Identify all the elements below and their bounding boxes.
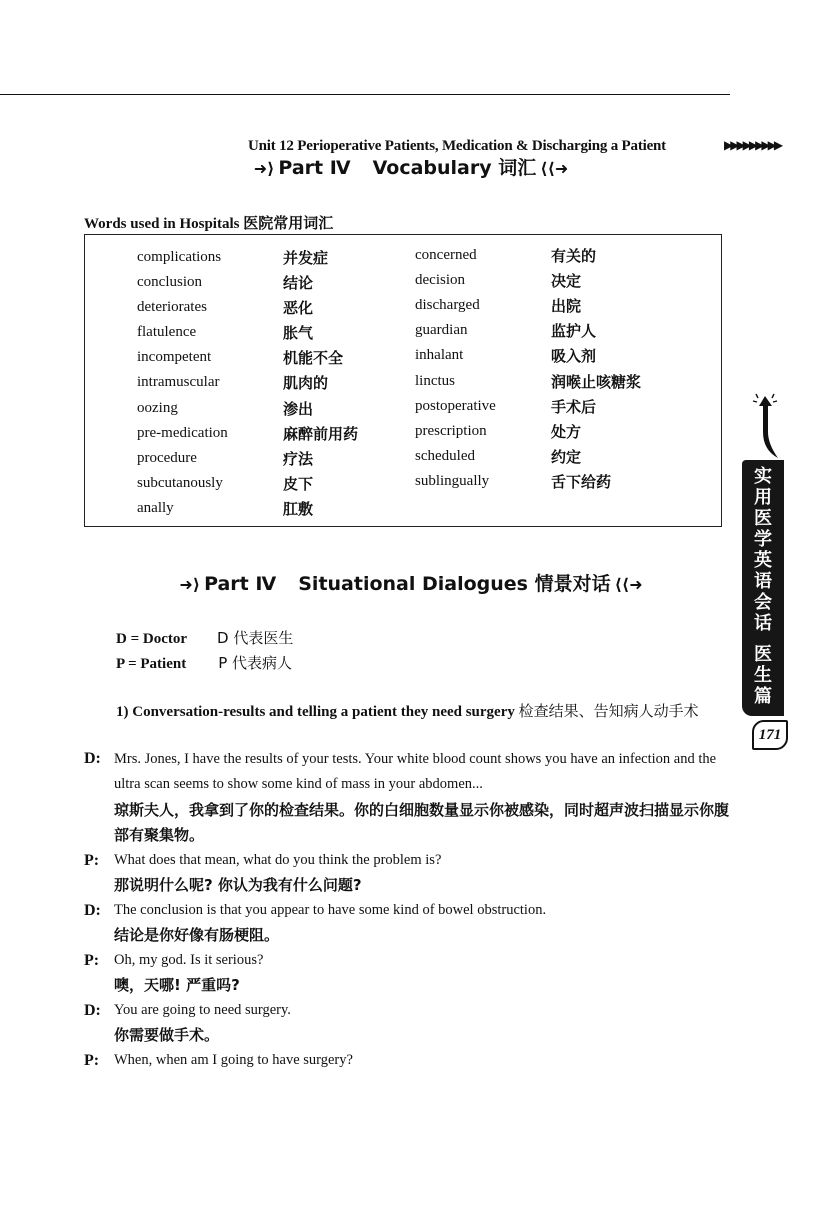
abbreviation-doctor: D = Doctor D 代表医生 [116, 629, 294, 647]
vocab-en: conclusion [137, 274, 202, 290]
speaker-label: D: [84, 750, 101, 767]
vocab-zh: 皮下 [283, 475, 314, 493]
vocab-zh: 机能不全 [283, 349, 344, 367]
vocab-en: sublingually [415, 473, 490, 489]
dialogue-english: Mrs. Jones, I have the results of your tests. Your white blood count shows you have an infection and the ultra scan seems to show some kind of mass in your abdomen... [114, 751, 717, 792]
vocab-zh: 监护人 [551, 322, 597, 340]
part-vocabulary-title: ➜⟩ Part Ⅳ Vocabulary 词汇 ⟨⟨➜ [253, 157, 569, 179]
speaker-label: D: [84, 902, 101, 919]
vocab-en: discharged [415, 297, 480, 313]
vocab-zh: 处方 [551, 423, 582, 441]
speaker-label: P: [84, 1052, 100, 1069]
dialogue-chinese: 结论是你好像有肠梗阻。 [114, 926, 280, 944]
vocab-zh: 手术后 [551, 398, 597, 416]
vocab-zh: 出院 [551, 297, 582, 315]
vocab-zh: 舌下给药 [551, 473, 612, 491]
speaker-label: P: [84, 952, 100, 969]
vocab-en: inhalant [415, 347, 464, 363]
sidebar-title [744, 466, 782, 707]
vocab-en: complications [137, 249, 222, 265]
vocab-en: prescription [415, 423, 487, 439]
dialogue-chinese: 噢，天哪! 严重吗? [114, 976, 240, 994]
vocab-en: incompetent [137, 349, 212, 365]
speaker-label: D: [84, 1002, 101, 1019]
dialogue-chinese: 那说明什么呢? 你认为我有什么问题? [114, 876, 362, 894]
vocab-en: intramuscular [137, 374, 220, 390]
vocab-zh: 渗出 [283, 400, 314, 418]
vocab-en: decision [415, 272, 465, 288]
dialogue-english: What does that mean, what do you think the problem is? [114, 852, 442, 868]
vocab-en: flatulence [137, 324, 197, 340]
vocab-zh: 约定 [551, 448, 582, 466]
vocab-en: concerned [415, 247, 477, 263]
page-number: 171 [752, 720, 788, 750]
vocab-en: scheduled [415, 448, 475, 464]
dialogue-chinese: 琼斯夫人，我拿到了你的检查结果。你的白细胞数量显示你被感染，同时超声波扫描显示你腹部有聚集物。 [114, 801, 730, 844]
sidebar-line-1: 实用医学英语会话 [754, 466, 772, 634]
sidebar-line-2: 医生篇 [754, 644, 772, 707]
header-title: Unit 12 Perioperative Patients, Medication & Discharging a Patient [248, 138, 666, 154]
vocab-zh: 并发症 [283, 249, 329, 267]
vocab-zh: 决定 [551, 272, 582, 290]
part-dialogues-title: ➜⟩ Part Ⅳ Situational Dialogues 情景对话 ⟨⟨➜ [179, 573, 643, 595]
vocab-en: procedure [137, 450, 197, 466]
vocab-zh: 胀气 [283, 324, 314, 342]
dialogue-english: Oh, my god. Is it serious? [114, 952, 264, 968]
vocabulary-table [84, 234, 722, 527]
conversation-title: 1) Conversation-results and telling a patient they need surgery 检查结果、告知病人动手术 [116, 702, 699, 720]
vocab-en: anally [137, 500, 174, 516]
vocab-en: guardian [415, 322, 468, 338]
dialogue-english: The conclusion is that you appear to have some kind of bowel obstruction. [114, 902, 547, 918]
vocab-en: deteriorates [137, 299, 207, 315]
dialogue-chinese: 你需要做手术。 [114, 1026, 220, 1044]
dialogue-english: When, when am I going to have surgery? [114, 1052, 353, 1068]
vocab-en: linctus [415, 373, 455, 389]
vocab-zh: 吸入剂 [551, 347, 597, 365]
vocab-zh: 肛敷 [283, 500, 314, 518]
header-rule [0, 94, 730, 95]
abbreviation-patient: P = Patient P 代表病人 [116, 654, 293, 672]
curved-arrow-icon [748, 392, 782, 462]
speaker-label: P: [84, 852, 100, 869]
vocab-zh: 恶化 [283, 299, 314, 317]
header-arrows: ▶▶▶▶▶▶▶▶▶ [724, 138, 781, 152]
vocab-zh: 润喉止咳糖浆 [551, 373, 642, 391]
vocab-zh: 有关的 [551, 247, 597, 265]
words-section-label: Words used in Hospitals 医院常用词汇 [84, 216, 334, 232]
vocab-en: pre-medication [137, 425, 228, 441]
vocab-zh: 结论 [283, 274, 314, 292]
vocab-zh: 麻醉前用药 [283, 425, 359, 443]
vocab-zh: 肌肉的 [283, 374, 329, 392]
vocab-en: oozing [137, 400, 178, 416]
vocab-en: subcutanously [137, 475, 223, 491]
vocab-zh: 疗法 [283, 450, 314, 468]
dialogue-english: You are going to need surgery. [114, 1002, 291, 1018]
running-header [0, 66, 822, 154]
vocab-en: postoperative [415, 398, 496, 414]
